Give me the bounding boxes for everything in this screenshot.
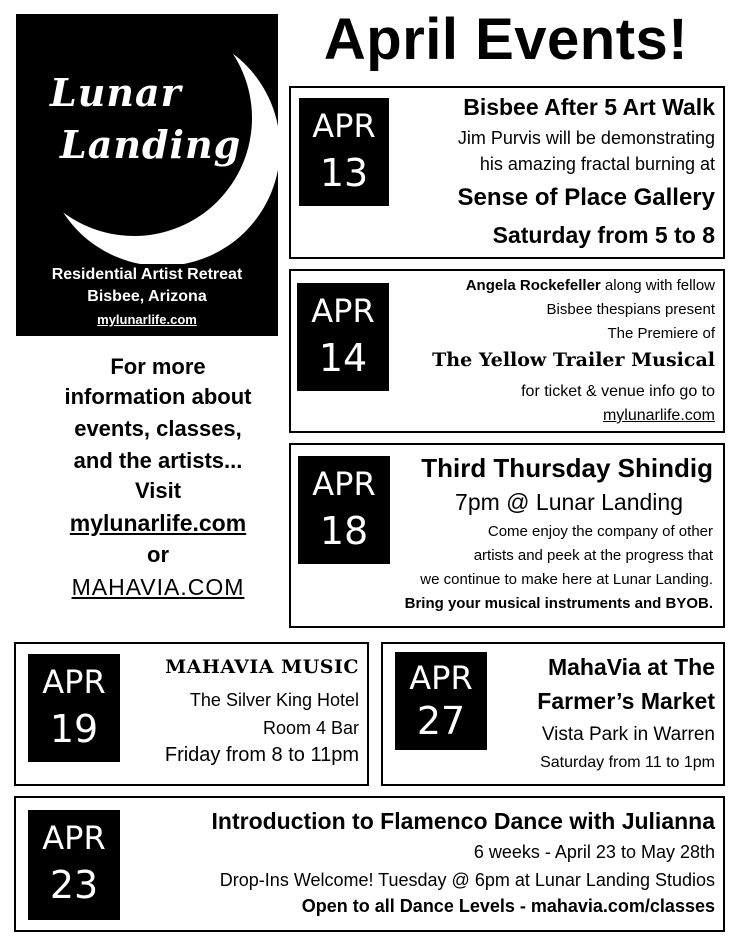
event-line: Vista Park in Warren xyxy=(541,724,715,745)
logo-block xyxy=(16,14,278,336)
date-month: APR xyxy=(409,659,473,697)
date-month: APR xyxy=(311,292,375,330)
event-title: The Yellow Trailer Musical xyxy=(432,349,715,371)
event-line: Friday from 8 to 11pm xyxy=(164,744,359,766)
event-line: 6 weeks - April 23 to May 28th xyxy=(473,842,715,862)
sidebar-line-2: information about xyxy=(64,384,252,409)
event-card-apr-18 xyxy=(289,443,725,628)
event-card-apr-23 xyxy=(14,796,725,932)
page-title: April Events! xyxy=(323,7,689,72)
event-note: Bring your musical instruments and BYOB. xyxy=(404,595,713,612)
event-line: Room 4 Bar xyxy=(262,718,359,738)
event-card-apr-19 xyxy=(14,642,369,786)
logo-location: Bisbee, Arizona xyxy=(87,288,207,305)
date-day: 13 xyxy=(319,151,369,195)
sidebar-line-4: and the artists... xyxy=(73,448,243,473)
sidebar-or: or xyxy=(147,542,169,567)
event-title: Bisbee After 5 Art Walk xyxy=(463,94,715,120)
sidebar-line-1: For more xyxy=(110,354,206,379)
event-line: Jim Purvis will be demonstrating xyxy=(457,128,715,148)
event-line: Drop-Ins Welcome! Tuesday @ 6pm at Lunar Landing Studios xyxy=(219,870,715,890)
event-line: Saturday from 11 to 1pm xyxy=(540,754,715,771)
date-badge xyxy=(28,654,120,762)
date-month: APR xyxy=(42,663,106,701)
date-day: 23 xyxy=(49,863,99,907)
event-title: Third Thursday Shindig xyxy=(421,453,713,483)
sidebar-link-mahavia[interactable]: MAHAVIA.COM xyxy=(71,574,245,600)
event-line: The Silver King Hotel xyxy=(189,690,359,710)
date-month: APR xyxy=(312,465,376,503)
date-day: 14 xyxy=(318,336,368,380)
date-badge xyxy=(298,456,390,564)
event-card-apr-13 xyxy=(289,86,725,259)
event-title: Farmer’s Market xyxy=(537,688,715,714)
date-month: APR xyxy=(42,819,106,857)
event-title: MahaVia at The xyxy=(547,654,715,680)
event-line: we continue to make here at Lunar Landing. xyxy=(420,571,713,588)
event-line: Come enjoy the company of other xyxy=(487,523,713,540)
event-line: along with fellow xyxy=(600,277,715,294)
event-card-apr-27 xyxy=(381,642,725,786)
event-line: artists and peek at the progress that xyxy=(473,547,713,564)
logo-name-line2: Landing xyxy=(60,122,242,167)
date-badge xyxy=(28,810,120,920)
event-title: Introduction to Flamenco Dance with Julianna xyxy=(211,808,715,834)
logo-tagline: Residential Artist Retreat xyxy=(51,266,243,283)
date-badge xyxy=(395,652,487,750)
event-performer: Angela Rockefeller xyxy=(465,277,601,294)
event-link-mylunarlife[interactable]: mylunarlife.com xyxy=(602,407,715,424)
sidebar-line-5: Visit xyxy=(134,478,182,503)
date-day: 18 xyxy=(319,509,369,553)
logo-name-line1: Lunar xyxy=(50,70,182,115)
date-day: 27 xyxy=(416,699,466,743)
sidebar-line-3: events, classes, xyxy=(74,416,242,441)
sidebar-link-mylunarlife[interactable]: mylunarlife.com xyxy=(69,510,247,536)
event-subtitle: 7pm @ Lunar Landing xyxy=(455,489,683,515)
event-line: for ticket & venue info go to xyxy=(521,383,715,400)
event-line: The Premiere of xyxy=(607,325,715,342)
event-note: Open to all Dance Levels - mahavia.com/classes xyxy=(301,896,715,916)
date-month: APR xyxy=(312,107,376,145)
event-line: his amazing fractal burning at xyxy=(479,154,715,174)
date-badge xyxy=(299,98,389,206)
event-time: Saturday from 5 to 8 xyxy=(492,222,715,248)
date-day: 19 xyxy=(49,707,99,751)
event-line: Bisbee thespians present xyxy=(546,301,715,318)
event-venue: Sense of Place Gallery xyxy=(457,184,715,211)
date-badge xyxy=(297,283,389,391)
event-card-apr-14 xyxy=(289,269,725,433)
event-title: MAHAVIA MUSIC xyxy=(165,656,359,678)
event-line-1 xyxy=(466,277,715,294)
logo-url[interactable]: mylunarlife.com xyxy=(97,312,197,327)
